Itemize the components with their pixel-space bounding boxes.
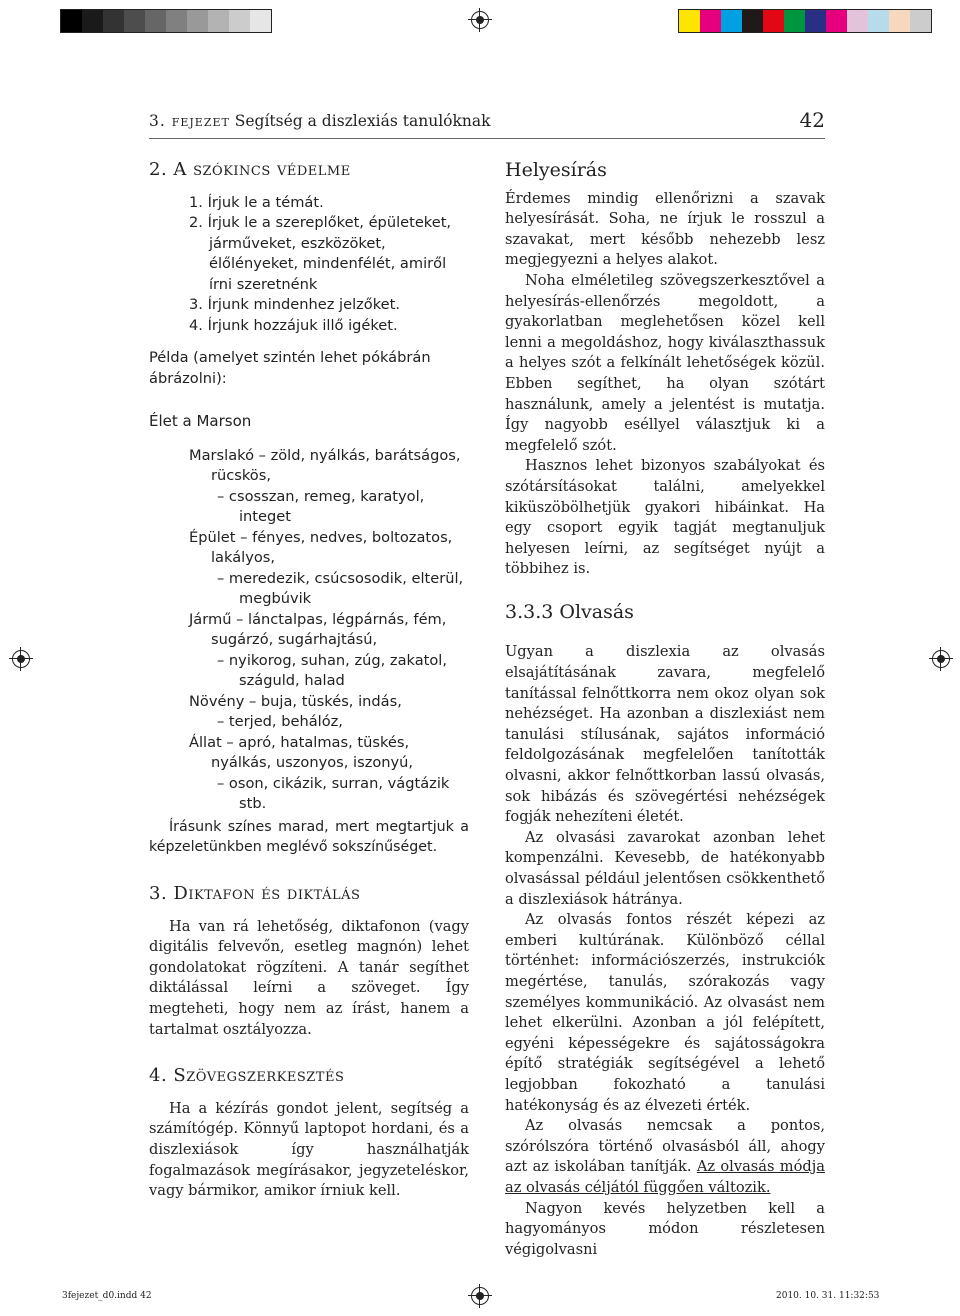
mars-line: Marslakó – zöld, nyálkás, barátságos, rücskös,: [189, 446, 461, 485]
chapter-label: 3. fejezet: [149, 112, 230, 130]
chapter-title: Segítség a diszlexiás tanulóknak: [234, 112, 491, 130]
mars-line: Épület – fényes, nedves, boltozatos, lakályos,: [189, 528, 453, 567]
mars-line: – csosszan, remeg, karatyol, integet: [217, 487, 425, 526]
underlined-sentence: Az olvasás módja az olvasás céljától függően változik.: [505, 1158, 825, 1196]
mars-line: Növény – buja, tüskés, indás,: [189, 692, 402, 710]
color-swatch: [826, 10, 847, 32]
color-swatch: [721, 10, 742, 32]
color-swatch: [889, 10, 910, 32]
color-swatch: [700, 10, 721, 32]
gray-swatch: [208, 10, 229, 32]
mars-closing: Írásunk színes marad, mert megtartjuk a képzeletünkben meglévő sokszínűséget.: [149, 818, 469, 856]
color-swatch: [805, 10, 826, 32]
header-rule: [149, 138, 825, 139]
heading-szokincs: 2. A szókincs védelme: [149, 159, 351, 180]
mars-line: Állat – apró, hatalmas, tüskés, nyálkás, uszonyos, iszonyú,: [189, 733, 414, 772]
heading-olvasas: 3.3.3 Olvasás: [505, 600, 634, 623]
gray-swatch: [82, 10, 103, 32]
slug-filename: 3fejezet_d0.indd 42: [62, 1291, 152, 1301]
mars-word-list: [189, 446, 469, 815]
right-column: [505, 160, 825, 1260]
heading-helyesiras: Helyesírás: [505, 159, 607, 181]
paragraph: Ugyan a diszlexia az olvasás elsajátításának zavara, megfelelő tanítással felnőttkorra nem okoz olyan sok nehézséget. Ha azonban a diszlexiást nem tanulási stílusának, sajátos információ feldolgozásának megfelelően tanították olvasni, akkor felnőttkorban lassú olvasás, sok hibázás és szövegértési nehézségek fogják nehezíteni életét.: [505, 643, 825, 826]
paragraph: [505, 1116, 825, 1198]
running-head: [149, 108, 825, 132]
color-swatch: [784, 10, 805, 32]
mars-line: – meredezik, csúcsosodik, elterül, megbúvik: [217, 569, 464, 608]
gray-swatch: [166, 10, 187, 32]
registration-mark-left: [12, 650, 30, 668]
registration-mark-top: [471, 11, 489, 29]
mars-line: – oson, cikázik, surran, vágtázik stb.: [217, 774, 450, 813]
registration-mark-bottom: [471, 1287, 489, 1305]
step-list: [189, 193, 469, 337]
gray-swatch: [61, 10, 82, 32]
slug-datetime: 2010. 10. 31. 11:32:53: [776, 1291, 880, 1301]
list-item: 3. Írjunk mindenhez jelzőket.: [189, 296, 400, 314]
color-swatch: [679, 10, 700, 32]
color-calibration-bar: [678, 9, 932, 33]
paragraph-szovegszerkesztes: Ha a kézírás gondot jelent, segítség a számítógép. Könnyű laptopot hordani, és a diszlexiások így használhatják fogalmazások megírásakor, jegyzeteléskor, vagy bármikor, amikor írniuk kell.: [149, 1099, 469, 1200]
paragraph: Hasznos lehet bizonyos szabályokat és szótársításokat találni, amelyekkel kiküszöbölhetjük gyakori hibáinkat. Ha egy csoport egyik tagját megtanuljuk helyesen leírni, az segítséget nyújt a többihez is.: [505, 457, 825, 578]
paragraph: Az olvasási zavarokat azonban lehet kompenzálni. Kevesebb, de hatékonyabb olvasással például jelentősen csökkenthető a diszlexiások hátránya.: [505, 828, 825, 908]
color-swatch: [742, 10, 763, 32]
heading-diktafon: 3. Diktafon és diktálás: [149, 883, 361, 905]
list-item: 2. Írjuk le a szereplőket, épületeket, járműveket, eszközöket, élőlényeket, mindenfélét, amiről írni szeretnénk: [189, 214, 452, 293]
mars-line: – nyikorog, suhan, zúg, zakatol, száguld, halad: [217, 651, 447, 690]
grayscale-calibration-bar: [60, 9, 272, 33]
example-intro: Példa (amelyet szintén lehet pókábrán ábrázolni):: [149, 349, 431, 387]
paragraph-diktafon: Ha van rá lehetőség, diktafonon (vagy digitális felvevőn, esetleg magnón) lehet gondolatokat rögzíteni. A tanár segíthet diktálással leírni a szöveget. Így megteheti, hogy nem az írást, hanem a tartalmat osztályozza.: [149, 917, 469, 1038]
color-swatch: [868, 10, 889, 32]
list-item: 4. Írjunk hozzájuk illő igéket.: [189, 316, 398, 334]
gray-swatch: [250, 10, 271, 32]
gray-swatch: [103, 10, 124, 32]
color-swatch: [910, 10, 931, 32]
example-title: Élet a Marson: [149, 412, 252, 431]
heading-szovegszerkesztes: 4. Szövegszerkesztés: [149, 1065, 345, 1087]
paragraph: Noha elméletileg szövegszerkesztővel a helyesírás-ellenőrzés megoldott, a gyakorlatban meglehetősen közel kell lenni a megoldáshoz, hogy kiválaszthassuk a helyes szót a felkínált lehetőségek közül. Ebben segíthet, ha olyan szótárt használunk, amely a jelentést is mutatja. Így nagyobb eséllyel választjuk ki a megfelelő szót.: [505, 271, 825, 454]
list-item: 1. Írjuk le a témát.: [189, 193, 324, 211]
page-number: 42: [799, 108, 825, 132]
gray-swatch: [229, 10, 250, 32]
paragraph: Az olvasás fontos részét képezi az emberi kultúrának. Különböző céllal történhet: információszerzés, instrukciók megértése, tanulás, szórakozás vagy személyes kommunikáció. Az olvasást nem lehet elkerülni. Azonban a jól felépített, egyéni képességekre és sajátosságokra építő stratégiák segítségével a lehető legjobban fokozható a tanulási hatékonyság és az élvezeti érték.: [505, 911, 825, 1114]
paragraph: Érdemes mindig ellenőrizni a szavak helyesírását. Soha, ne írjuk le rosszul a szavakat, mert később nehezebb lesz megjegyezni a helyes alakot.: [505, 189, 825, 269]
gray-swatch: [145, 10, 166, 32]
registration-mark-right: [932, 650, 950, 668]
mars-line: – terjed, behálóz,: [217, 713, 343, 731]
left-column: [149, 160, 469, 1202]
color-swatch: [847, 10, 868, 32]
mars-line: Jármű – lánctalpas, légpárnás, fém, sugárzó, sugárhajtású,: [189, 610, 447, 649]
paragraph-text: Az olvasás nemcsak a pontos, szórólszóra történő olvasásból áll, ahogy azt az iskolában tanítják.: [505, 1117, 825, 1176]
color-swatch: [763, 10, 784, 32]
paragraph: Nagyon kevés helyzetben kell a hagyományos módon részletesen végigolvasni: [505, 1199, 825, 1258]
gray-swatch: [124, 10, 145, 32]
gray-swatch: [187, 10, 208, 32]
